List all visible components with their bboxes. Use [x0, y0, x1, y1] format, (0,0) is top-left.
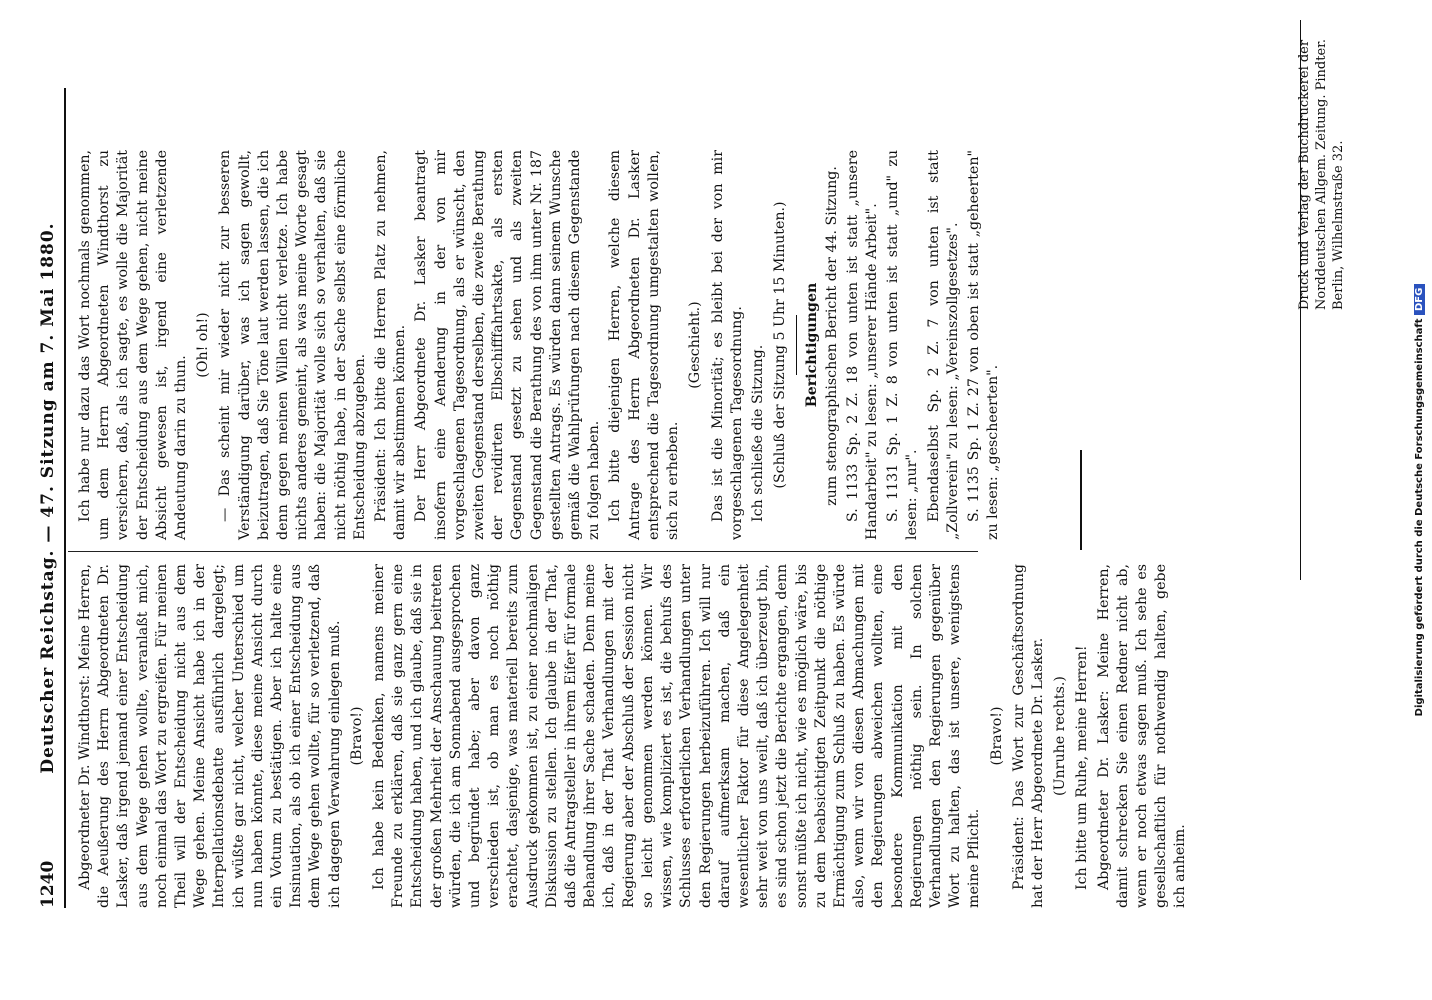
imprint-address: Berlin, Wilhelmstraße 32. [1331, 140, 1346, 310]
reaction-happens: (Geschieht.) [687, 301, 704, 389]
vote-call: Ich bitte diejenigen Herren, welche diesem Antrage des Herrn Abgeordneten Dr. Lasker entsprechend die Tagesordnung umgestalten wollen, sich zu erheben. [607, 150, 682, 540]
section-rule [796, 315, 797, 375]
president-call-order: Ich bitte um Ruhe, meine Herren! [1074, 645, 1091, 890]
page-number: 1240 [38, 860, 58, 908]
reaction-bravo: (Bravo!) [348, 706, 365, 766]
vote-result: Das ist die Minorität; es bleibt bei der von mir vorgeschlagenen Tagesordnung. [709, 150, 745, 540]
agenda-motion: Der Herr Abgeordnete Dr. Lasker beantragt insofern eine Aenderung in der von mir vorgeschlagenen Tagesordnung, als er wünscht, den zweiten Gegenstand derselben, die zweite Berathung der revidirten Elbschifffahrtsakte, als ersten Gegenstand gesetzt zu sehen und als zweiten Gegenstand die Berathung des von ihm unter Nr. 187 gestellten Antrags. Es würden dann seinem Wunsche gemäß die Wahlprüfungen nach diesem Gegenstande zu folgen haben. [413, 150, 603, 540]
column-divider [68, 551, 978, 552]
reaction-oh: (Oh! oh!) [195, 312, 212, 378]
correction-item: S. 1135 Sp. 1 Z. 27 von oben ist statt „geheerten" zu lesen: „gescheerten". [965, 150, 1002, 540]
president-statement: Präsident: Das Wort zur Geschäftsordnung hat der Herr Abgeordnete Dr. Lasker. [1010, 564, 1046, 908]
speech-lasker-clarification: — Das scheint mir wieder nicht zur besseren Verständigung darüber, was ich sagen gewollt, beizutragen, daß Sie Töne laut werden lassen, die ich denn gegen meinen Willen nicht verletze. Ich habe nichts anderes gemeint, als was meine Worte gesagt haben: die Majorität wolle sich so verhalten, daß sie nicht nöthig habe, in der Sache selbst eine förmliche Entscheidung abzugeben. [217, 150, 368, 540]
correction-item: S. 1131 Sp. 1 Z. 8 von unten ist statt „und" zu lesen: „nur". [885, 150, 921, 540]
speech-windthorst-continued: Ich habe kein Bedenken, namens meiner Freunde zu erklären, daß sie ganz gern eine Entscheidung haben, und ich glaube, daß sie in der großen Mehrheit der Anschauung beitreten würden, die ich am Sonnabend ausgesprochen und begründet habe; aber davon ganz verschieden ist, ob man es noch nöthig erachtet, dasjenige, was materiell bereits zum Ausdruck gekommen ist, zu einer nochmaligen Diskussion zu stellen. Ich glaube in der That, daß die Antragsteller in ihrem Eifer für formale Behandlung ihrer Sache schaden. Denn meine ich, daß in der That Verhandlungen mit der Regierung aber der Abschluß der Session nicht so leicht genommen werden können. Wir wissen, wie kompliziert es ist, die behufs des Schlusses erforderlichen Verhandlungen unter den Regierungen herbeizuführen. Ich will nur darauf aufmerksam machen, daß ein wesentlicher Faktor für diese Angelegenheit sehr weit von uns weilt, daß ich überzeugt bin, es sind schon jetzt die Berichte ergangen, denn sonst müßte ich nicht, wie es möglich wäre, bis zu dem beabsichtigten Zeitpunkt die nöthige Ermächtigung zum Schluß zu haben. Es würde also, wenn wir von diesen Abmachungen mit den Regierungen abweichen wollten, eine besondere Kommunikation mit den Regierungen nöthig sein. In solchen Verhandlungen den Regierungen gegenüber Wort zu halten, das ist unsere, wenigstens meine Pflicht. [371, 564, 983, 908]
correction-item: Ebendaselbst Sp. 2 Z. 7 von unten ist statt „Zollverein" zu lesen: „Vereinszollgesetzes". [925, 150, 961, 540]
speech-windthorst: Abgeordneter Dr. Windthorst: Meine Herren, die Aeußerung des Herrn Abgeordneten Dr. Lasker, daß irgend jemand einer Entscheidung aus dem Wege gehen wollte, veranlaßt mich, noch einmal das Wort zu ergreifen. Für meinen Theil will der Entscheidung nicht aus dem Wege gehen. Meine Ansicht habe ich in der Interpellationsdebatte ausführlich dargelegt; ich wüßte gar nicht, welcher Unterschied um nun haben könnte, diese meine Ansicht durch ein Votum zu bestätigen. Aber ich halte eine Insinuation, als ob ich einer Entscheidung aus dem Wege gehen wollte, für so verletzend, daß ich dagegen Verwahrung einlegen muß. [77, 564, 343, 908]
imprint-printer: Druck und Verlag der Buchdruckerei der Norddeutschen Allgem. Zeitung. Pindter. [1297, 38, 1329, 310]
president-take-seats: Präsident: Ich bitte die Herren Platz zu nehmen, damit wir abstimmen können. [373, 150, 409, 540]
reaction-bravo: (Bravo!) [988, 706, 1005, 766]
left-column [76, 564, 1189, 908]
corrections-subtitle: zum stenographischen Bericht der 44. Sitzung. [823, 166, 840, 506]
corrections-title: Berichtigungen [804, 282, 821, 408]
reaction-unrest: (Unruhe rechts.) [1052, 676, 1069, 796]
speech-lasker: Abgeordneter Dr. Lasker: Meine Herren, damit schrecken Sie einen Redner nicht ab, wenn er noch etwas sagen muß. Ich sehe es gesellschaftlich für nothwendig halten, gebe ich anheim. [1095, 564, 1189, 908]
speech-lasker-continued: Ich habe nur dazu das Wort nochmals genommen, um dem Herrn Abgeordneten Windthorst zu versichern, daß, als ich sagte, es wolle die Majorität der Entscheidung aus dem Wege gehen, nicht meine Absicht gewesen ist, irgend eine verletzende Andeutung darin zu thun. [77, 150, 190, 540]
correction-item: S. 1133 Sp. 2 Z. 18 von unten ist statt „unsere Handarbeit" zu lesen: „unserer Hände Arbeit". [844, 150, 880, 540]
page-title: Deutscher Reichstag. — 47. Sitzung am 7. Mai 1880. [38, 222, 58, 774]
imprint [1296, 0, 1347, 310]
page-header [34, 88, 64, 908]
session-close: Ich schließe die Sitzung. [749, 344, 766, 522]
digitization-note: Digitalisierung gefördert durch die Deutsche Forschungsgemeinschaft [1414, 318, 1425, 717]
header-rule [64, 88, 66, 908]
session-end-time: (Schluß der Sitzung 5 Uhr 15 Minuten.) [772, 201, 789, 489]
dfg-logo: DFG [1414, 284, 1425, 315]
margin-rule [1080, 450, 1082, 550]
right-column [76, 150, 1002, 540]
digitization-footer [1414, 0, 1425, 1000]
